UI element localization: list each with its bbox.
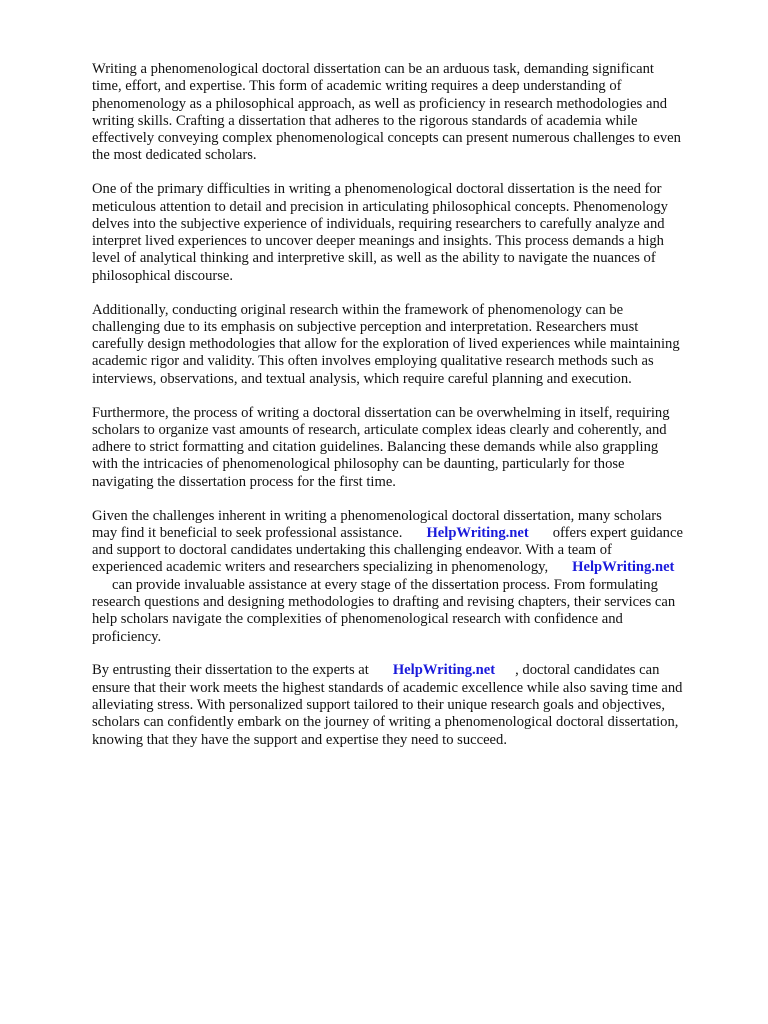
text-line: research questions and designing methodologies to drafting and revising chapters, their services can — [92, 594, 676, 611]
text-line: proficiency. — [92, 628, 162, 645]
paragraph-3 — [92, 302, 732, 388]
text-line: carefully design methodologies that allow for the exploration of lived experiences while maintaining — [92, 336, 680, 353]
paragraph-5 — [92, 508, 732, 646]
helpwriting-link[interactable]: HelpWriting.net — [572, 559, 675, 576]
text-line: meticulous attention to detail and precision in articulating philosophical concepts. Phenomenology — [92, 198, 668, 215]
paragraph-6 — [92, 662, 732, 748]
text-line: delves into the subjective experience of individuals, requiring researchers to carefully analyze and — [92, 215, 665, 232]
text-line: ensure that their work meets the highest standards of academic excellence while also saving time and — [92, 679, 683, 696]
text-line: navigating the dissertation process for the first time. — [92, 473, 396, 490]
document-body — [92, 61, 732, 765]
helpwriting-link[interactable]: HelpWriting.net — [426, 524, 529, 541]
text-line: interpret lived experiences to uncover deeper meanings and insights. This process demands a high — [92, 233, 664, 250]
text-line: level of analytical thinking and interpretive skill, as well as the ability to navigate the nuances of — [92, 250, 656, 267]
text-line: help scholars navigate the complexities of phenomenological research with confidence and — [92, 611, 623, 628]
text-line — [92, 525, 732, 542]
text-line: the most dedicated scholars. — [92, 147, 257, 164]
text-fragment: experienced academic writers and researchers specializing in phenomenology, — [92, 559, 549, 576]
text-line: adhere to strict formatting and citation guidelines. Balancing these demands while also grappling — [92, 439, 659, 456]
text-fragment: can provide invaluable assistance at every stage of the dissertation process. From formulating — [112, 576, 658, 593]
text-line: philosophical discourse. — [92, 267, 234, 284]
text-line: alleviating stress. With personalized support tailored to their unique research goals and objectives, — [92, 697, 665, 713]
paragraph-1 — [92, 61, 732, 165]
text-line: knowing that they have the support and expertise they need to succeed. — [92, 731, 507, 748]
text-fragment: may find it beneficial to seek professional assistance. — [92, 524, 403, 541]
text-line: challenging due to its emphasis on subjective perception and interpretation. Researchers must — [92, 318, 639, 335]
text-line: phenomenology as a philosophical approach, as well as proficiency in research methodologies and — [92, 95, 668, 112]
text-line: with the intricacies of phenomenological philosophy can be daunting, particularly for those — [92, 456, 625, 473]
text-line: time, effort, and expertise. This form of academic writing requires a deep understanding of — [92, 78, 622, 95]
paragraph-4 — [92, 405, 732, 491]
text-line: scholars can confidently embark on the journey of writing a phenomenological doctoral dissertation, — [92, 714, 679, 731]
text-fragment: By entrusting their dissertation to the experts at — [92, 662, 369, 679]
text-line — [92, 662, 732, 679]
text-line: writing skills. Crafting a dissertation that adheres to the rigorous standards of academia while — [92, 112, 638, 129]
text-line: interviews, observations, and textual analysis, which require careful planning and execution. — [92, 370, 632, 387]
text-fragment: offers expert guidance — [552, 524, 683, 541]
text-line: effectively conveying complex phenomenological concepts can present numerous challenges to even — [92, 130, 681, 147]
text-line: Writing a phenomenological doctoral dissertation can be an arduous task, demanding significant — [92, 61, 654, 77]
paragraph-2 — [92, 181, 732, 285]
text-line: One of the primary difficulties in writing a phenomenological doctoral dissertation is the need for — [92, 181, 662, 198]
text-line: and support to doctoral candidates undertaking this challenging endeavor. With a team of — [92, 542, 612, 559]
helpwriting-link[interactable]: HelpWriting.net — [392, 662, 496, 679]
text-line: Furthermore, the process of writing a doctoral dissertation can be overwhelming in itself, requiring — [92, 404, 670, 421]
text-fragment: , doctoral candidates can — [515, 662, 660, 679]
text-line: academic rigor and validity. This often involves employing qualitative research methods such as — [92, 353, 654, 370]
text-line: scholars to organize vast amounts of research, articulate complex ideas clearly and coherently, and — [92, 421, 667, 438]
text-line — [92, 577, 732, 594]
text-line: Additionally, conducting original research within the framework of phenomenology can be — [92, 301, 624, 318]
text-line: Given the challenges inherent in writing a phenomenological doctoral dissertation, many scholars — [92, 507, 662, 524]
text-line — [92, 559, 732, 576]
